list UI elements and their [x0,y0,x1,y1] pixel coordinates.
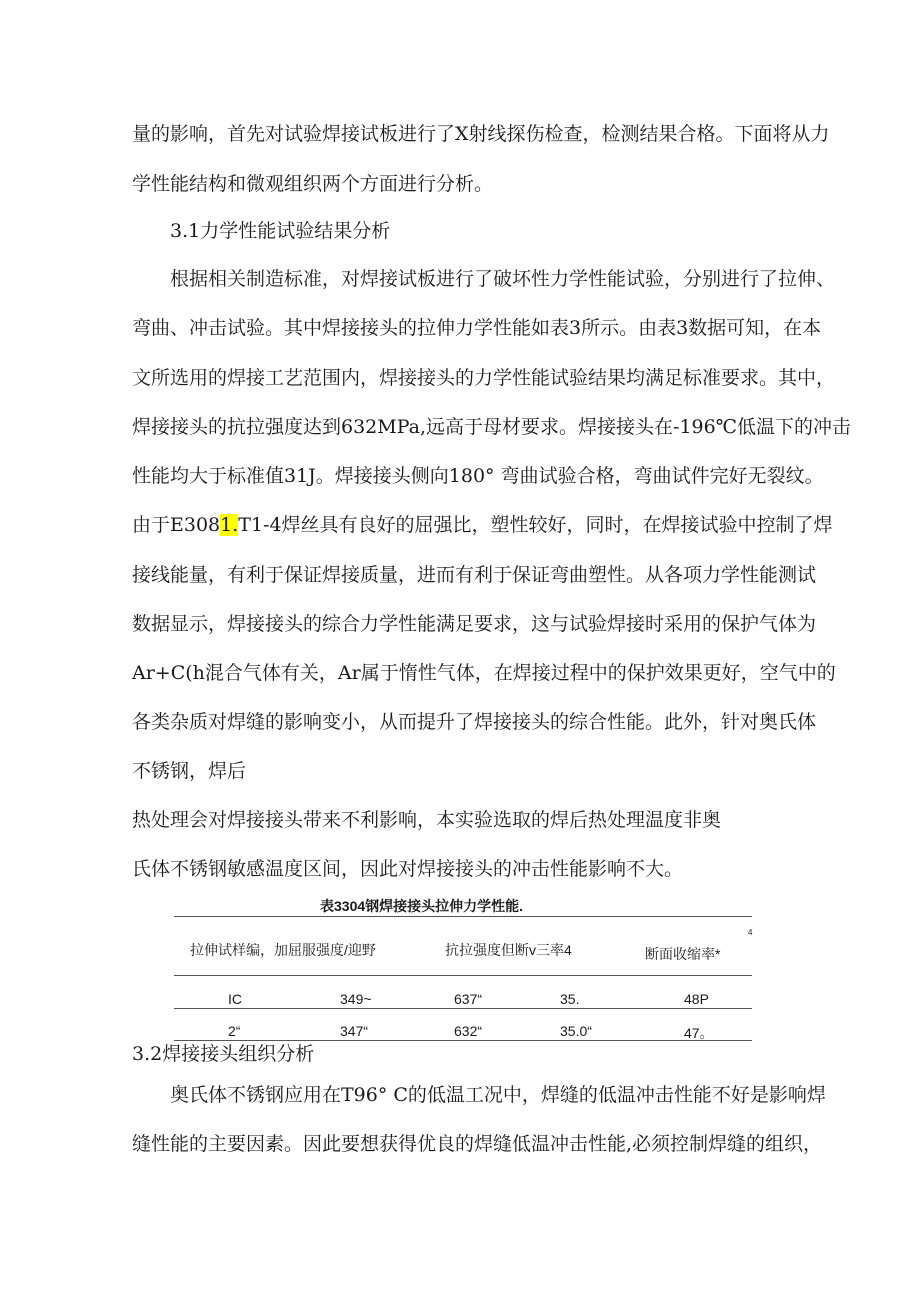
highlighted-text: 1. [220,514,239,536]
table-header-cell: 断面收缩率* [645,946,721,962]
body-line: 不锈钢，焊后 [132,760,247,782]
text-segment: 由于E308 [132,514,221,536]
table-header-cell: 拉伸试样编，加屈服强度/迎野 [190,942,376,958]
body-line: 弯曲、冲击试验。其中焊接接头的拉伸力学性能如表3所示。由表3数据可知，在本 [132,317,822,339]
body-line: 热处理会对焊接接头带来不利影响，本实验选取的焊后热处理温度非奥 [132,809,722,831]
table-cell: 47。 [684,1025,714,1041]
body-line: 学性能结构和微观组织两个方面进行分析。 [132,173,494,195]
body-line: 数据显示，焊接接头的综合力学性能满足要求，这与试验焊接时采用的保护气体为 [132,613,817,635]
table-rule-top [174,916,752,917]
table-cell: 2“ [228,1023,241,1039]
text-segment: T1-4焊丝具有良好的屈强比，塑性较好，同时，在焊接试验中控制了焊 [238,514,833,536]
table-caption: 表3304钢焊接接头拉伸力学性能. [320,898,524,914]
table-rule-mid [174,975,752,976]
body-line: 奥氏体不锈钢应用在T96° C的低温工况中，焊缝的低温冲击性能不好是影响焊 [170,1084,826,1106]
body-line: 各类杂质对焊缝的影响变小，从而提升了焊接接头的综合性能。此外，针对奥氏体 [132,711,817,733]
table-cell: 48P [684,991,709,1007]
body-line: 氏体不锈钢敏感温度区间，因此对焊接接头的冲击性能影响不大。 [132,858,684,880]
table-cell: 637“ [454,991,483,1007]
section-heading-3-1: 3.1力学性能试验结果分析 [170,220,391,242]
table-header-cell: 抗拉强度但断v三率4 [445,942,572,958]
table-header-superscript: 4 [748,928,753,937]
body-line: 接线能量，有利于保证焊接质量，进而有利于保证弯曲塑性。从各项力学性能测试 [132,564,817,586]
table-cell: 35.0“ [560,1023,592,1039]
section-heading-3-2: 3.2焊接接头组织分析 [132,1043,315,1065]
table-cell: 632“ [454,1023,483,1039]
body-line: 量的影响，首先对试验焊接试板进行了X射线探伤检查，检测结果合格。下面将从力 [132,123,830,145]
body-line: 缝性能的主要因素。因此要想获得优良的焊缝低温冲击性能,必须控制焊缝的组织， [132,1133,823,1155]
body-line [132,511,833,539]
body-line: 根据相关制造标准，对焊接试板进行了破坏性力学性能试验，分别进行了拉伸、 [170,268,836,290]
table-cell: 347“ [340,1023,369,1039]
table-cell: IC [228,991,242,1007]
body-line: 性能均大于标准值31J。焊接接头侧向180° 弯曲试验合格，弯曲试件完好无裂纹。 [132,465,824,487]
table-cell: 349~ [340,991,372,1007]
body-line: Ar+C(h混合气体有关，Ar属于惰性气体，在焊接过程中的保护效果更好，空气中的 [132,662,836,684]
table-cell: 35. [560,991,580,1007]
table-rule-row [174,1008,752,1009]
body-line: 文所选用的焊接工艺范围内，焊接接头的力学性能试验结果均满足标准要求。其中， [132,367,836,389]
body-line: 焊接接头的抗拉强度达到632MPa,远高于母材要求。焊接接头在-196℃低温下的冲击 [132,416,851,438]
